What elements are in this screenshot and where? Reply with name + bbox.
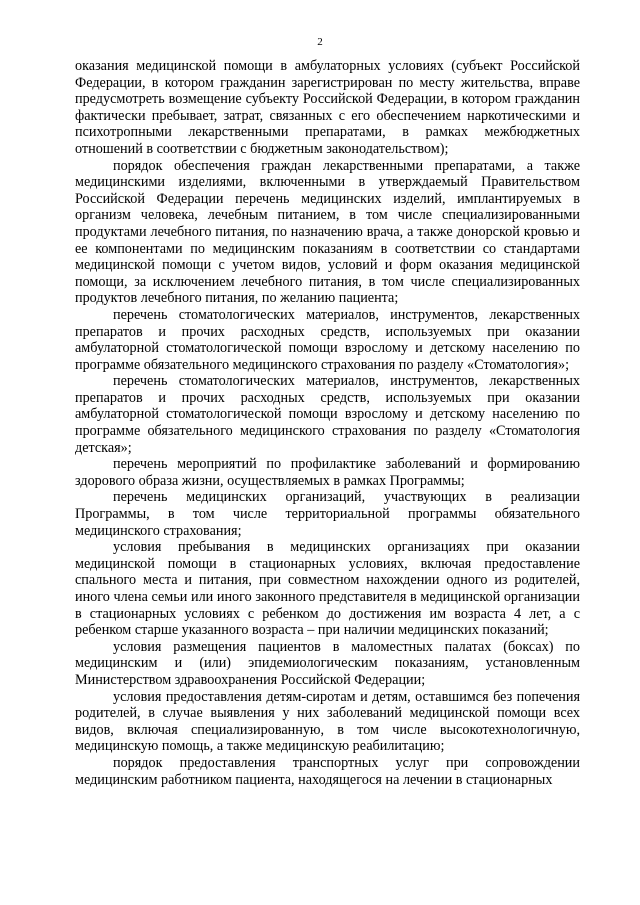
paragraph-continuation: оказания медицинской помощи в амбулаторных условиях (субъект Российской Федерации, в котором гражданин зарегистрирован по месту жительства, вправе предусмотреть возмещение субъекту Российской Федерации, в котором гражданин фактически пребывает, затрат, связанных с его обеспечением наркотическими и психотропными лекарственными препаратами, в рамках межбюджетных отношений в соответствии с бюджетным законодательством); xyxy=(75,58,580,157)
paragraph-transport-services-procedure: порядок предоставления транспортных услуг при сопровождении медицинским работником пациента, находящегося на лечении в стационарных xyxy=(75,754,580,788)
paragraph-prevention-measures-list: перечень мероприятий по профилактике заболеваний и формированию здорового образа жизни, осуществляемых в рамках Программы; xyxy=(75,456,580,489)
page-number: 2 xyxy=(317,36,323,48)
paragraph-small-ward-conditions: условия размещения пациентов в маломестных палатах (боксах) по медицинским и (или) эпидемиологическим показаниям, установленным Министерством здравоохранения Российской Федерации; xyxy=(75,638,580,688)
paragraph-medical-organizations-list: перечень медицинских организаций, участвующих в реализации Программы, в том числе территориальной программы обязательного медицинского страхования; xyxy=(75,489,580,539)
paragraph-inpatient-stay-conditions: условия пребывания в медицинских организациях при оказании медицинской помощи в стационарных условиях, включая предоставление спального места и питания, при совместном нахождении одного из родителей, иного члена семьи или иного законного представителя в медицинской организации в стационарных условиях с ребенком до достижения им возраста 4 лет, а с ребенком старше указанного возраста – при наличии медицинских показаний; xyxy=(75,539,580,639)
document-body xyxy=(75,58,580,788)
paragraph-medication-supply-procedure: порядок обеспечения граждан лекарственными препаратами, а также медицинскими изделиями, включенными в утверждаемый Правительством Российской Федерации перечень медицинских изделий, имплантируемых в организм человека, лечебным питанием, в том числе специализированными продуктами лечебного питания, по назначению врача, а также донорской кровью и ее компонентами по медицинским показаниям в соответствии со стандартами медицинской помощи с учетом видов, условий и форм оказания медицинской помощи, за исключением лечебного питания, в том числе специализированных продуктов лечебного питания, по желанию пациента; xyxy=(75,157,580,307)
paragraph-dental-materials-list: перечень стоматологических материалов, инструментов, лекарственных препаратов и прочих расходных средств, используемых при оказании амбулаторной стоматологической помощи взрослому и детскому населению по программе обязательного медицинского страхования по разделу «Стоматология»; xyxy=(75,306,580,373)
paragraph-pediatric-dental-materials-list: перечень стоматологических материалов, инструментов, лекарственных препаратов и прочих расходных средств, используемых при оказании амбулаторной стоматологической помощи взрослому и детскому населению по программе обязательного медицинского страхования по разделу «Стоматология детская»; xyxy=(75,373,580,456)
paragraph-orphan-care-conditions: условия предоставления детям-сиротам и детям, оставшимся без попечения родителей, в случае выявления у них заболеваний медицинской помощи всех видов, включая специализированную, в том числе высокотехнологичную, медицинскую помощь, а также медицинскую реабилитацию; xyxy=(75,688,580,755)
